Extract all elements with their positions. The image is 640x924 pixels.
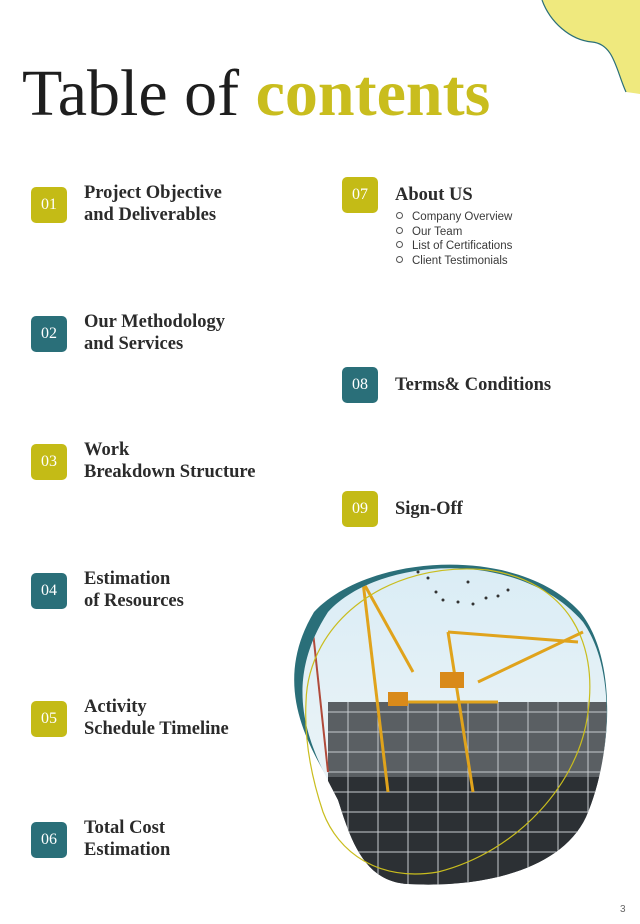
section-title: Terms& Conditions xyxy=(395,375,552,395)
section-number-badge: 06 xyxy=(31,822,67,858)
sublist-item[interactable]: Our Team xyxy=(396,225,512,240)
section-title: About US xyxy=(395,185,473,205)
about-us-sublist xyxy=(396,210,512,268)
section-number-badge: 03 xyxy=(31,444,67,480)
circle-bullet-icon xyxy=(396,227,403,234)
title-accent: contents xyxy=(255,57,491,130)
section-title: Project Objective and Deliverables xyxy=(84,183,222,225)
sublist-item[interactable]: List of Certifications xyxy=(396,239,512,254)
section-number-badge: 04 xyxy=(31,573,67,609)
section-title: Work Breakdown Structure xyxy=(84,440,256,482)
section-number-badge: 08 xyxy=(342,367,378,403)
section-number-badge: 09 xyxy=(342,491,378,527)
section-title: Estimation of Resources xyxy=(84,569,184,611)
page-title xyxy=(22,56,490,132)
sublist-item[interactable]: Client Testimonials xyxy=(396,254,512,269)
page-number: 3 xyxy=(620,904,626,915)
circle-bullet-icon xyxy=(396,212,403,219)
sublist-item[interactable]: Company Overview xyxy=(396,210,512,225)
section-number-badge: 07 xyxy=(342,177,378,213)
circle-bullet-icon xyxy=(396,256,403,263)
circle-bullet-icon xyxy=(396,241,403,248)
section-title: Our Methodology and Services xyxy=(84,312,225,354)
section-number-badge: 02 xyxy=(31,316,67,352)
title-main: Table of xyxy=(22,57,240,130)
section-number-badge: 01 xyxy=(31,187,67,223)
section-title: Sign-Off xyxy=(395,499,463,519)
section-number-badge: 05 xyxy=(31,701,67,737)
section-title: Activity Schedule Timeline xyxy=(84,697,229,739)
section-title: Total Cost Estimation xyxy=(84,818,171,860)
construction-site-photo xyxy=(268,552,616,892)
corner-decoration xyxy=(530,0,640,100)
